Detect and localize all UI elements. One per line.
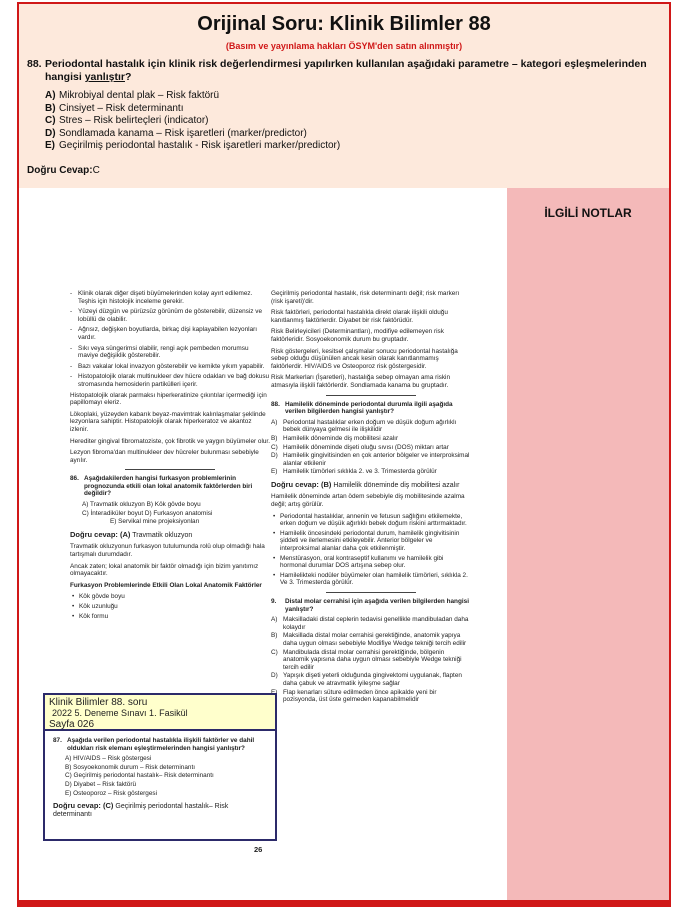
option-e <box>45 140 340 153</box>
answer-text: Hamilelik döneminde diş mobilitesi azalır <box>333 481 460 489</box>
option-text: Maksilladaki distal ceplerin tedavisi genellikle mandibuladan daha kolaydır <box>283 616 469 631</box>
answer-value: C <box>92 165 100 176</box>
answer-88 <box>271 481 471 490</box>
option-key: D) <box>271 672 278 680</box>
left-column <box>70 290 270 622</box>
paragraph: Risk göstergeleri, kesitsel çalışmalar sonucu periodontal hastalığa sebep olduğu düşünülen ancak kesin olarak kanıtlanmamış faktörlerdir. HIV/AIDS ve Osteoporoz risk göstergesidir. <box>271 347 458 370</box>
question-text-before: Periodontal hastalık için klinik risk değerlendirmesi yapılırken kullanılan aşağıdaki parametre – kategori eşleşmelerinden hangisi <box>45 58 647 83</box>
notes-title: İLGİLİ NOTLAR <box>544 206 632 220</box>
option-text: Sondlamada kanama – Risk işaretleri (marker/predictor) <box>59 127 307 139</box>
option-text: Stres – Risk belirteçleri (indicator) <box>59 115 209 127</box>
paragraph: Risk faktörleri, periodontal hastalıkla direkt olarak ilişkili olduğu kanıtlanmış faktörlerdir. Diyabet bir risk faktörüdür. <box>271 309 448 324</box>
question-number: 9. <box>271 598 277 605</box>
question-text: Distal molar cerrahisi için aşağıda verilen bilgilerden hangisi yanlıştır? <box>285 598 469 613</box>
answer-86 <box>70 531 270 540</box>
question-header <box>19 4 669 188</box>
question-number: 87. <box>53 737 62 744</box>
option-line: D) Diyabet – Risk faktörü <box>65 780 137 788</box>
option-key: C) <box>45 115 56 127</box>
list-item: - Yüzeyi düzgün ve pürüzsüz görünüm de gösterebilir, düzensiz ve lobüllü de olabilir. <box>70 308 270 323</box>
option-line <box>271 419 471 434</box>
option-text: Hamilelik döneminde diş mobilitesi azalır <box>283 434 399 442</box>
option-line: E) Osteoporoz – Risk göstergesi <box>65 789 157 797</box>
list-item: - Sıkı veya süngerimsi olabilir, rengi açık pembeden morumsu maviye değişiklik gösterebilir. <box>70 345 270 360</box>
option-text: Periodontal hastalıklar erken doğum ve düşük doğum ağırlıklı bebek dünyaya gelmesi ile ilişkilidir <box>283 418 457 434</box>
list-title: Furkasyon Problemlerinde Etkili Olan Lokal Anatomik Faktörler <box>70 581 262 589</box>
question-89 <box>271 598 471 613</box>
option-line: C) İnteradiküler boyut D) Furkasyon anatomisi <box>82 509 213 517</box>
paragraph: Herediter gingival fibromatoziste, çok fibrotik ve yaygın büyümeler olur. <box>70 437 270 445</box>
answer-label: Doğru Cevap: <box>27 165 93 176</box>
option-key: A) <box>45 90 56 101</box>
option-line <box>271 632 471 647</box>
list-item: • Periodontal hastalıklar, annenin ve fetusun sağlığını etkilemekte, erken doğum ve düşük ağırlıklı bebek doğum riskini arttırmaktadır. <box>271 513 471 528</box>
option-text: Hamilelik döneminde dişeti oluğu sıvısı (DOS) miktarı artar <box>283 443 449 451</box>
option-line <box>271 649 471 672</box>
option-text: Geçirilmiş periodontal hastalık - Risk işaretleri marker/predictor) <box>59 140 341 152</box>
option-key: E) <box>271 468 278 476</box>
question-number: 88. <box>271 400 280 408</box>
source-reference-box <box>43 693 277 731</box>
option-text: Cinsiyet – Risk determinantı <box>59 102 184 114</box>
list-item: • Hamilelikteki nodüler büyümeler olan hamilelik tümörleri, sıklıkla 2. Ve 3. Trimesterda görülür. <box>271 572 471 587</box>
option-key: C) <box>271 648 278 656</box>
list-item: • Hamilelik öncesindeki periodontal durum, hamilelik gingivitisinin şiddeti ve ilerlemesini etkileyebilir. Anterior bölgeler ve interproksimal alanlar daha çok etkilenmiştir. <box>271 530 471 553</box>
option-a <box>45 90 340 103</box>
correct-answer <box>27 165 100 176</box>
paragraph: Risk Belirleyicileri (Determinantları), modifiye edilemeyen risk faktörleridir. Sosyoekonomik durum bu gruptadır. <box>271 328 444 343</box>
option-key: B) <box>271 434 278 442</box>
option-key: A) <box>271 616 278 624</box>
option-text: Hamilelik tümörleri sıklıkla 2. ve 3. Trimesterda görülür <box>283 468 437 476</box>
question-text: Hamilelik döneminde periodontal durumla ilgili aşağıda verilen bilgilerden hangisi yanlıştır? <box>285 400 453 416</box>
option-b <box>45 103 340 116</box>
option-line <box>271 468 471 476</box>
rights-notice: (Basım ve yayınlama hakları ÖSYM'den satın alınmıştır) <box>225 41 463 51</box>
option-c <box>45 115 340 128</box>
page-number: 26 <box>254 845 263 854</box>
answer-label: Doğru cevap: (B) <box>271 479 332 489</box>
question-86 <box>70 475 270 498</box>
paragraph: Risk Markerları (İşaretleri), hastalığa sebep olmayan ama riskin atmasıyla ilişkili faktörlerdir. Sondlamada kanama bu gruptadır. <box>271 374 451 389</box>
option-line <box>271 616 471 631</box>
list-item: • Kök gövde boyu <box>70 593 270 601</box>
question-88 <box>271 401 471 416</box>
paragraph: Ancak zaten; lokal anatomik bir faktör olmadığı için bizim yanıtımız olmayacaktır. <box>70 562 259 578</box>
option-line <box>271 435 471 443</box>
paragraph: Histopatolojik olarak parmaksı hiperkeratinize çıkıntılar içermediği için papillomayı eleriz. <box>70 391 267 407</box>
list-item: - Bazı vakalar lokal invazyon gösterebilir ve kemikte yıkım yapabilir. <box>70 363 270 371</box>
list-item: - Ağrısız, değişken boyutlarda, birkaç dişi kaplayabilen lezyonları vardır. <box>70 326 270 341</box>
question-text: Aşağıda verilen periodontal hastalıkla ilişkili faktörler ve dahil oldukları risk elemanı eşleştirmelerinden hangisi yanlıştır? <box>67 737 255 752</box>
option-line <box>271 452 471 467</box>
paragraph: Hamilelik döneminde artan ödem sebebiyle diş mobilitesinde azalma değil; artış görülür. <box>271 493 465 509</box>
paragraph: Geçirilmiş periodontal hastalık, risk determinantı değil; risk markerı (risk işareti)'dir. <box>271 290 460 305</box>
paragraph: Travmatik okluzyonun furkasyon tutulumunda rolü olup olmadığı hala tartışmalı durumdadır. <box>70 543 265 559</box>
answer-87 <box>53 802 267 818</box>
option-line <box>271 672 471 687</box>
question-text: Aşağıdakilerden hangisi furkasyon problemlerinin prognozunda etkili olan lokal anatomik faktörlerden biri değildir? <box>84 475 253 498</box>
paragraph: Lezyon fibroma'dan multinukleer dev hücreler bulunması sebebiyle ayrılır. <box>70 449 259 464</box>
option-key: B) <box>45 102 56 114</box>
option-text: Hamilelik gingivitisinden en çok anterior bölgeler ve interproksimal alanlar etkilenir <box>283 452 470 467</box>
option-text: Flap kenarları süture edilmeden önce apikalde yeni bir pozisyonda, üst üste gelmeden kapanabilmelidir <box>283 688 437 704</box>
question-number: 86. <box>70 475 79 483</box>
bottom-border-bar <box>19 900 669 907</box>
question-text-after: ? <box>124 71 132 83</box>
option-line: B) Sosyoekonomik durum – Risk determinantı <box>65 763 195 771</box>
answer-label: Doğru cevap: (C) <box>53 801 114 811</box>
option-text: Maksillada distal molar cerrahisi gerektiğinde, anatomik yapıya daha uygun olması sebebiyle Modifiye Wedge tekniği tercih edilir <box>283 632 467 647</box>
option-text: Yapışık dişeti yeterli olduğunda gingivektomi uygulanak, flapten daha çabuk ve atravmatik iyileşme sağlar <box>283 672 462 687</box>
divider <box>125 469 215 470</box>
question-stem <box>27 58 647 84</box>
option-text: Mandibulada distal molar cerrahisi gerektiğinde, bölgenin anatomik yapısına daha uygun olması sebebiyle Wedge tekniği tercih edilir <box>283 648 462 671</box>
answer-text: Travmatik okluzyon <box>132 531 193 539</box>
list-item: - Histopatolojik olarak multinukleer dev hücre odakları ve bağ dokusu stromasında hemosiderin partikülleri içerir. <box>70 373 270 388</box>
answer-options <box>45 90 340 153</box>
option-d <box>45 128 340 141</box>
page-title: Orijinal Soru: Klinik Bilimler 88 <box>197 13 491 35</box>
option-line <box>271 689 471 704</box>
list-item: • Kök uzunluğu <box>70 603 270 611</box>
option-line: A) Travmatik okluzyon B) Kök gövde boyu <box>82 501 201 509</box>
option-key: D) <box>45 127 56 139</box>
paragraph: Lökoplaki, yüzeyden kabarık beyaz-mavimtrak kalınlaşmalar şeklinde lezyonlara sahiptir. Histopatolojik olarak hiperkeratoz ve akantoz izlenir. <box>70 410 266 433</box>
list-item: - Klinik olarak diğer dişeti büyümelerinden kolay ayırt edilemez. Teşhis için histolojik inceleme gerekir. <box>70 290 270 305</box>
option-text: Mikrobiyal dental plak – Risk faktörü <box>59 90 220 101</box>
highlighted-question-box <box>43 731 277 841</box>
option-line: A) HIV/AIDS – Risk göstergesi <box>65 755 152 763</box>
option-key: A) <box>271 418 278 426</box>
option-key: E) <box>45 140 55 152</box>
divider <box>326 592 416 593</box>
option-line: E) Servikal mine projeksiyonları <box>110 518 200 526</box>
option-key: C) <box>271 443 278 451</box>
option-key: B) <box>271 632 278 640</box>
question-text <box>27 58 647 84</box>
list-item: • Kök formu <box>70 613 270 621</box>
option-key: D) <box>271 452 278 460</box>
list-item: • Menstürasyon, oral kontraseptif kullanımı ve hamilelik gibi hormonal durumlar DOS artışına sebep olur. <box>271 555 471 570</box>
reference-line: 2022 5. Deneme Sınavı 1. Fasikül <box>52 708 188 718</box>
question-text-underlined: yanlıştır <box>84 71 125 83</box>
reference-line: Sayfa 026 <box>49 719 95 730</box>
notes-sidebar <box>507 188 669 907</box>
divider <box>326 395 416 396</box>
question-number: 88. <box>27 58 42 70</box>
option-line: C) Geçirilmiş periodontal hastalık– Risk determinantı <box>65 772 214 780</box>
answer-label: Doğru cevap: (A) <box>70 529 131 539</box>
answer-text: Geçirilmiş periodontal hastalık– Risk determinantı <box>53 803 229 818</box>
option-line <box>271 444 471 452</box>
right-column <box>271 290 471 705</box>
reference-line: Klinik Bilimler 88. soru <box>49 697 148 708</box>
question-87 <box>53 737 267 752</box>
